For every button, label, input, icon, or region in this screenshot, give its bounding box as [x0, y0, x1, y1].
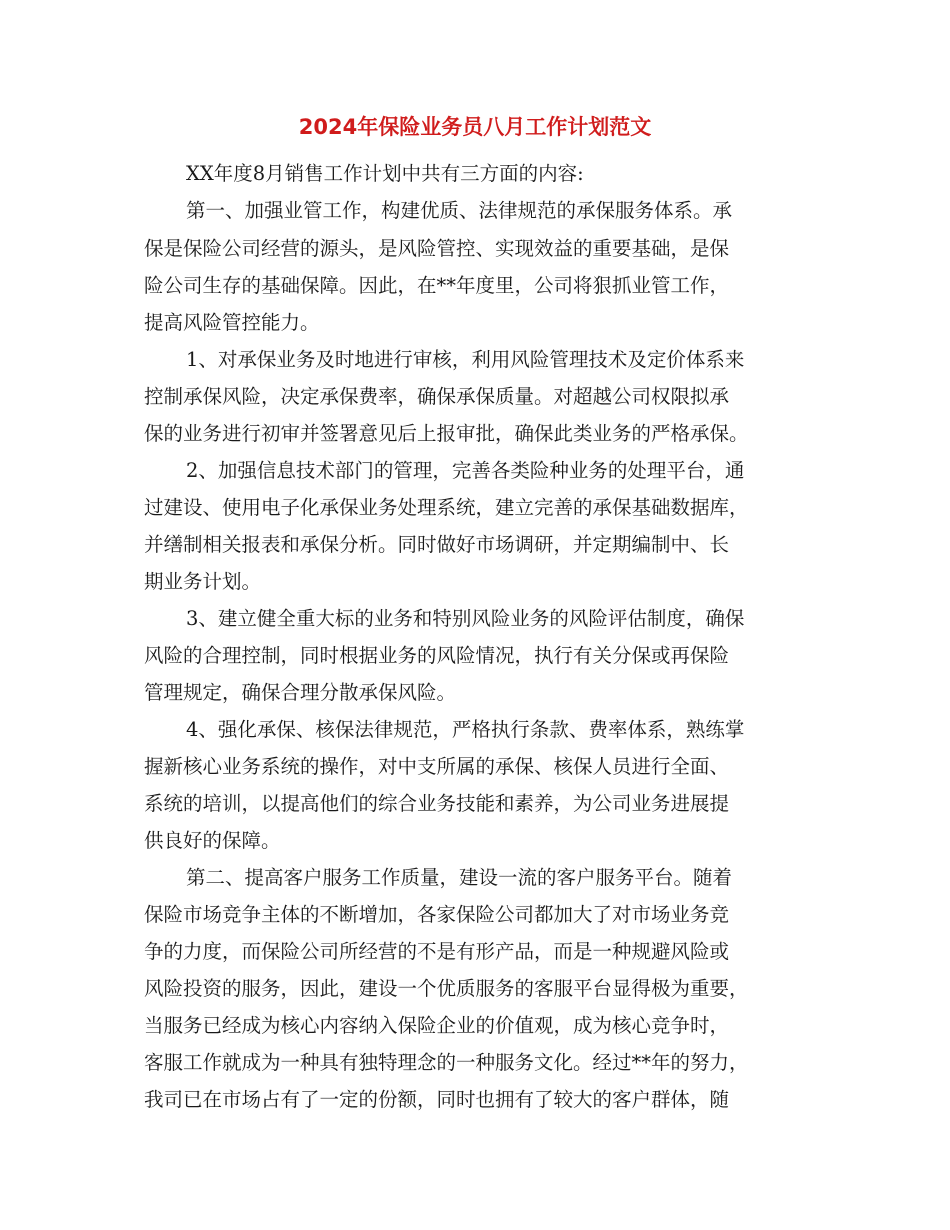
text-line: 第二、提高客户服务工作质量，建设一流的客户服务平台。随着	[186, 866, 733, 889]
text-line: 系统的培训，以提高他们的综合业务技能和素养，为公司业务进展提	[144, 792, 730, 815]
text-line: 争的力度，而保险公司所经营的不是有形产品，而是一种规避风险或	[144, 940, 730, 963]
text-line: 3、建立健全重大标的业务和特别风险业务的风险评估制度，确保	[186, 607, 745, 630]
text-line: 2、加强信息技术部门的管理，完善各类险种业务的处理平台，通	[186, 459, 745, 482]
text-line: 供良好的保障。	[144, 829, 281, 852]
text-line: 保是保险公司经营的源头，是风险管控、实现效益的重要基础，是保	[144, 237, 730, 260]
text-line: 提高风险管控能力。	[144, 311, 320, 334]
text-line: 当服务已经成为核心内容纳入保险企业的价值观，成为核心竞争时，	[144, 1014, 730, 1037]
text-line: 客服工作就成为一种具有独特理念的一种服务文化。经过**年的努力，	[144, 1051, 749, 1074]
text-line: 1、对承保业务及时地进行审核，利用风险管理技术及定价体系来	[186, 348, 745, 371]
text-line: 管理规定，确保合理分散承保风险。	[144, 681, 457, 704]
text-line: 4、强化承保、核保法律规范，严格执行条款、费率体系，熟练掌	[186, 718, 745, 741]
text-line: 我司已在市场占有了一定的份额，同时也拥有了较大的客户群体，随	[144, 1088, 730, 1111]
text-line: XX年度8月销售工作计划中共有三方面的内容:	[186, 162, 584, 185]
text-line: 第一、加强业管工作，构建优质、法律规范的承保服务体系。承	[186, 199, 733, 222]
text-line: 保险市场竞争主体的不断增加，各家保险公司都加大了对市场业务竞	[144, 903, 730, 926]
document-title: 2024年保险业务员八月工作计划范文	[298, 115, 652, 139]
text-line: 风险的合理控制，同时根据业务的风险情况，执行有关分保或再保险	[144, 644, 730, 667]
text-line: 握新核心业务系统的操作，对中支所属的承保、核保人员进行全面、	[144, 755, 730, 778]
text-line: 险公司生存的基础保障。因此，在**年度里，公司将狠抓业管工作，	[144, 274, 730, 297]
text-line: 过建设、使用电子化承保业务处理系统，建立完善的承保基础数据库，	[144, 496, 749, 519]
text-line: 控制承保风险，决定承保费率，确保承保质量。对超越公司权限拟承	[144, 385, 730, 408]
text-line: 期业务计划。	[144, 570, 262, 593]
text-line: 保的业务进行初审并签署意见后上报审批，确保此类业务的严格承保。	[144, 422, 749, 445]
text-line: 风险投资的服务，因此，建设一个优质服务的客服平台显得极为重要，	[144, 977, 749, 1000]
text-line: 并缮制相关报表和承保分析。同时做好市场调研，并定期编制中、长	[144, 533, 730, 556]
